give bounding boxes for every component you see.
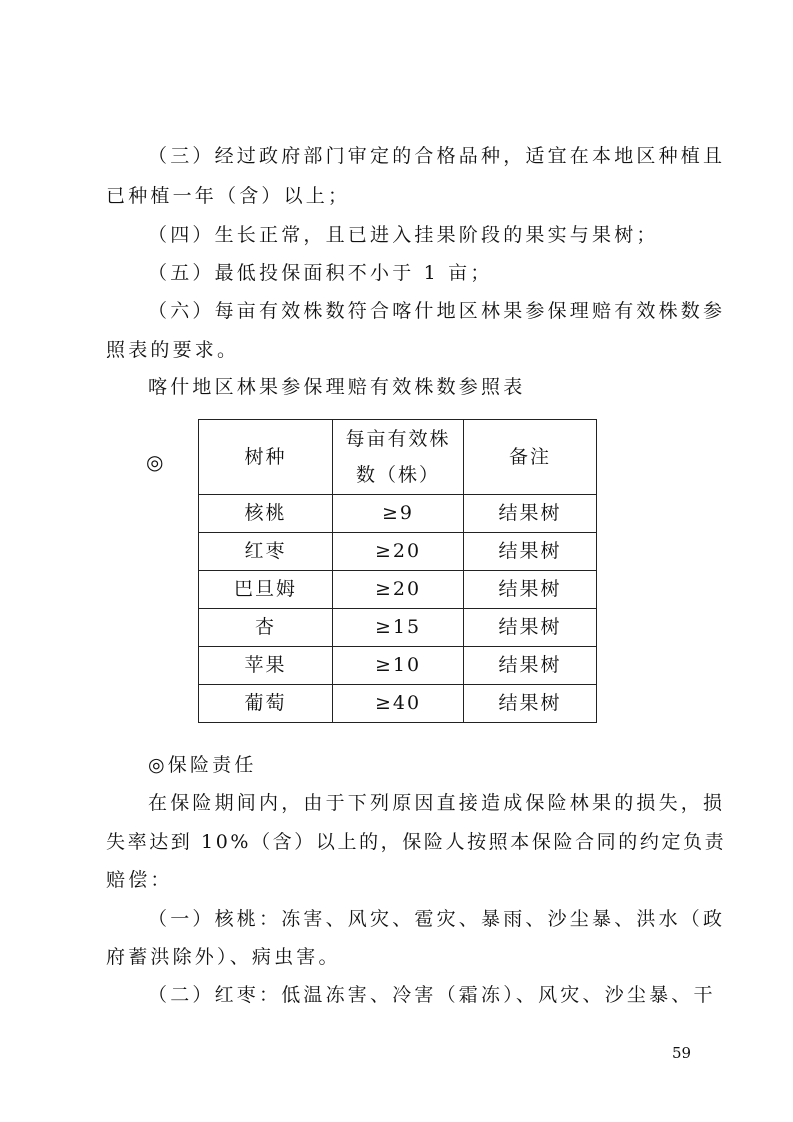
cell-species: 苹果 (199, 647, 333, 685)
reference-table (198, 419, 597, 723)
section-heading: ◎保险责任 (148, 754, 257, 776)
table-row (199, 571, 597, 609)
table-row (199, 609, 597, 647)
paragraph-5: （五）最低投保面积不小于 1 亩； (148, 262, 493, 284)
section-intro-line-2: 失率达到 10%（含）以上的，保险人按照本保险合同的约定负责 (106, 831, 727, 853)
section-intro-line-1: 在保险期间内，由于下列原因直接造成保险林果的损失，损 (148, 792, 726, 814)
cell-count: ≥10 (333, 647, 464, 685)
paragraph-4: （四）生长正常，且已进入挂果阶段的果实与果树； (148, 224, 659, 246)
cell-count: ≥20 (333, 571, 464, 609)
paragraph-6-line-2: 照表的要求。 (106, 339, 240, 361)
table-row (199, 495, 597, 533)
cell-count: ≥20 (333, 533, 464, 571)
paragraph-3-line-1: （三）经过政府部门审定的合格品种，适宜在本地区种植且 (148, 145, 726, 167)
cell-species: 杏 (199, 609, 333, 647)
cell-note: 结果树 (464, 533, 597, 571)
cell-note: 结果树 (464, 609, 597, 647)
table-row (199, 533, 597, 571)
header-count-line-1: 每亩有效株 (345, 428, 451, 450)
cell-species: 葡萄 (199, 685, 333, 723)
item-2-line-1: （二）红枣：低温冻害、冷害（霜冻）、风灾、沙尘暴、干 (148, 984, 716, 1006)
cell-species: 巴旦姆 (199, 571, 333, 609)
paragraph-6-line-1: （六）每亩有效株数符合喀什地区林果参保理赔有效株数参 (148, 300, 726, 322)
cell-note: 结果树 (464, 647, 597, 685)
table-header-row (199, 420, 597, 495)
table-row (199, 685, 597, 723)
cell-count: ≥40 (333, 685, 464, 723)
cell-note: 结果树 (464, 495, 597, 533)
paragraph-3-line-2: 已种植一年（含）以上； (106, 185, 351, 207)
cell-count: ≥9 (333, 495, 464, 533)
cell-note: 结果树 (464, 685, 597, 723)
item-1-line-1: （一）核桃：冻害、风灾、雹灾、暴雨、沙尘暴、洪水（政 (148, 908, 726, 930)
header-species: 树种 (199, 420, 333, 495)
cell-species: 核桃 (199, 495, 333, 533)
cell-species: 红枣 (199, 533, 333, 571)
header-note: 备注 (464, 420, 597, 495)
table-caption: 喀什地区林果参保理赔有效株数参照表 (148, 376, 526, 398)
header-count (333, 420, 464, 495)
section-intro-line-3: 赔偿： (106, 869, 173, 891)
table-marker: ◎ (146, 450, 164, 474)
cell-note: 结果树 (464, 571, 597, 609)
cell-count: ≥15 (333, 609, 464, 647)
table-row (199, 647, 597, 685)
header-count-line-2: 数（株） (355, 464, 440, 486)
page-number: 59 (672, 1044, 692, 1062)
item-1-line-2: 府蓄洪除外）、病虫害。 (106, 946, 341, 968)
